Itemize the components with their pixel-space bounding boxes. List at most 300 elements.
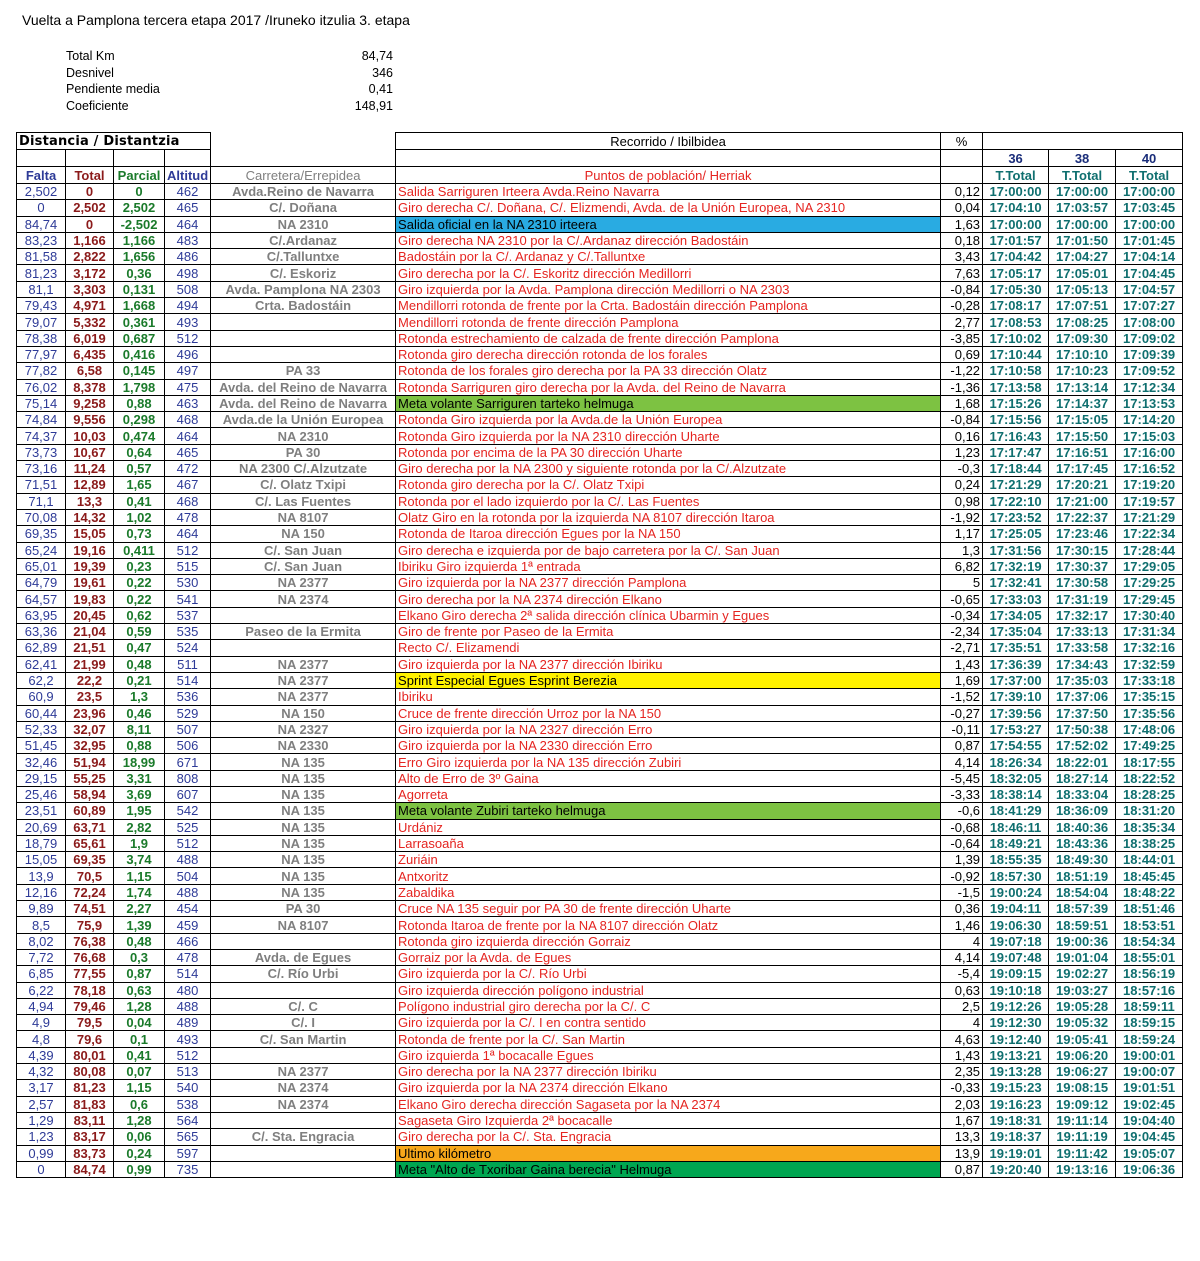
time-40-cell: 18:53:51 [1116, 917, 1183, 933]
road-cell: NA 150 [211, 705, 396, 721]
time-38-cell: 17:04:27 [1049, 249, 1116, 265]
time-38-cell: 19:03:27 [1049, 982, 1116, 998]
table-row [17, 1096, 1183, 1112]
time-38-cell: 19:06:27 [1049, 1064, 1116, 1080]
parcial-cell: 0,64 [114, 444, 165, 460]
parcial-cell: 0 [114, 184, 165, 200]
road-cell: C/. Olatz Txipi [211, 477, 396, 493]
pct-header: % [941, 133, 983, 150]
percent-cell: 13,3 [941, 1129, 983, 1145]
percent-cell: 1,68 [941, 395, 983, 411]
parcial-cell: 1,15 [114, 868, 165, 884]
parcial-cell: 0,21 [114, 672, 165, 688]
percent-cell: 1,63 [941, 216, 983, 232]
falta-cell: 62,2 [17, 672, 66, 688]
falta-cell: 81,1 [17, 281, 66, 297]
description-cell: Rotonda giro izquierda dirección Gorraiz [396, 933, 941, 949]
percent-cell: 4,14 [941, 949, 983, 965]
time-40-cell: 17:01:45 [1116, 232, 1183, 248]
description-cell: Urdániz [396, 819, 941, 835]
time-40-cell: 17:16:52 [1116, 461, 1183, 477]
time-38-cell: 17:07:51 [1049, 298, 1116, 314]
time-36-cell: 19:07:18 [983, 933, 1049, 949]
table-row [17, 412, 1183, 428]
col-total-header: Total [66, 167, 114, 184]
altitude-cell: 565 [165, 1129, 211, 1145]
altitude-cell: 513 [165, 1064, 211, 1080]
time-36-cell: 18:32:05 [983, 770, 1049, 786]
percent-cell: 2,03 [941, 1096, 983, 1112]
percent-cell: -2,34 [941, 624, 983, 640]
table-row [17, 754, 1183, 770]
falta-cell: 69,35 [17, 526, 66, 542]
time-36-cell: 19:10:18 [983, 982, 1049, 998]
time-36-cell: 17:22:10 [983, 493, 1049, 509]
parcial-cell: 1,9 [114, 835, 165, 851]
altitude-cell: 504 [165, 868, 211, 884]
parcial-cell: 1,28 [114, 998, 165, 1014]
total-cell: 5,332 [66, 314, 114, 330]
time-38-cell: 18:49:30 [1049, 852, 1116, 868]
description-cell: Cruce de frente dirección Urroz por la NA 150 [396, 705, 941, 721]
altitude-cell: 735 [165, 1161, 211, 1177]
time-40-cell: 18:57:16 [1116, 982, 1183, 998]
table-row [17, 509, 1183, 525]
altitude-cell: 464 [165, 428, 211, 444]
time-36-cell: 19:09:15 [983, 966, 1049, 982]
time-38-cell: 19:09:12 [1049, 1096, 1116, 1112]
table-row [17, 672, 1183, 688]
time-38-cell: 19:06:20 [1049, 1047, 1116, 1063]
table-row [17, 721, 1183, 737]
falta-cell: 63,95 [17, 607, 66, 623]
time-38-cell: 17:05:01 [1049, 265, 1116, 281]
falta-cell: 4,39 [17, 1047, 66, 1063]
parcial-cell: 3,74 [114, 852, 165, 868]
table-row [17, 444, 1183, 460]
parcial-cell: 0,22 [114, 575, 165, 591]
description-cell: Mendillorri rotonda de frente por la Crta. Badostáin dirección Pamplona [396, 298, 941, 314]
parcial-cell: 3,31 [114, 770, 165, 786]
time-38-cell: 17:30:15 [1049, 542, 1116, 558]
percent-cell: -0,11 [941, 721, 983, 737]
road-cell: C/. San Martin [211, 1031, 396, 1047]
table-row [17, 184, 1183, 200]
time-36-cell: 17:10:02 [983, 330, 1049, 346]
road-cell: NA 2374 [211, 1080, 396, 1096]
description-cell: Rotonda de los forales giro derecha por la PA 33 dirección Olatz [396, 363, 941, 379]
time-38-cell: 17:50:38 [1049, 721, 1116, 737]
falta-cell: 81,58 [17, 249, 66, 265]
altitude-cell: 542 [165, 803, 211, 819]
time-40-cell: 17:08:00 [1116, 314, 1183, 330]
speed-40-header: 40 [1116, 150, 1183, 167]
total-cell: 15,05 [66, 526, 114, 542]
falta-cell: 70,08 [17, 509, 66, 525]
road-cell: NA 135 [211, 803, 396, 819]
total-cell: 21,99 [66, 656, 114, 672]
time-38-cell: 17:15:05 [1049, 412, 1116, 428]
falta-cell: 0,99 [17, 1145, 66, 1161]
parcial-cell: 0,361 [114, 314, 165, 330]
altitude-cell: 514 [165, 672, 211, 688]
parcial-cell: 1,02 [114, 509, 165, 525]
time-38-cell: 17:37:50 [1049, 705, 1116, 721]
road-cell [211, 1112, 396, 1128]
table-row [17, 966, 1183, 982]
time-38-cell: 17:10:23 [1049, 363, 1116, 379]
total-cell: 3,172 [66, 265, 114, 281]
time-40-cell: 18:56:19 [1116, 966, 1183, 982]
falta-cell: 84,74 [17, 216, 66, 232]
falta-cell: 4,9 [17, 1015, 66, 1031]
altitude-cell: 808 [165, 770, 211, 786]
parcial-cell: 0,6 [114, 1096, 165, 1112]
time-38-cell: 17:35:03 [1049, 672, 1116, 688]
table-row [17, 493, 1183, 509]
table-row [17, 1161, 1183, 1177]
parcial-cell: 0,46 [114, 705, 165, 721]
altitude-cell: 506 [165, 738, 211, 754]
falta-cell: 81,23 [17, 265, 66, 281]
parcial-cell: 0,298 [114, 412, 165, 428]
altitude-cell: 488 [165, 998, 211, 1014]
road-cell: NA 2377 [211, 575, 396, 591]
road-cell [211, 640, 396, 656]
time-40-cell: 18:54:34 [1116, 933, 1183, 949]
route-table [16, 132, 1183, 1178]
description-cell: Rotonda Giro izquierda por la NA 2310 dirección Uharte [396, 428, 941, 444]
parcial-cell: 3,69 [114, 786, 165, 802]
time-40-cell: 17:07:27 [1116, 298, 1183, 314]
parcial-cell: 2,502 [114, 200, 165, 216]
parcial-cell: 0,687 [114, 330, 165, 346]
time-36-cell: 17:05:30 [983, 281, 1049, 297]
table-row [17, 917, 1183, 933]
road-cell: C/. Río Urbi [211, 966, 396, 982]
falta-cell: 60,44 [17, 705, 66, 721]
time-38-cell: 17:10:10 [1049, 346, 1116, 362]
table-row [17, 640, 1183, 656]
percent-cell: 4 [941, 933, 983, 949]
stat-value: 84,74 [361, 49, 393, 63]
road-cell: NA 135 [211, 884, 396, 900]
time-40-cell: 17:14:20 [1116, 412, 1183, 428]
road-cell: NA 2377 [211, 1064, 396, 1080]
parcial-cell: 1,668 [114, 298, 165, 314]
time-40-cell: 18:59:15 [1116, 1015, 1183, 1031]
parcial-cell: 18,99 [114, 754, 165, 770]
time-36-cell: 19:07:48 [983, 949, 1049, 965]
time-36-cell: 17:00:00 [983, 184, 1049, 200]
road-cell: NA 2374 [211, 1096, 396, 1112]
altitude-cell: 496 [165, 346, 211, 362]
time-38-cell: 19:05:28 [1049, 998, 1116, 1014]
altitude-cell: 538 [165, 1096, 211, 1112]
table-row [17, 363, 1183, 379]
percent-cell: -0,34 [941, 607, 983, 623]
altitude-cell: 488 [165, 852, 211, 868]
percent-cell: 0,87 [941, 1161, 983, 1177]
time-36-cell: 18:55:35 [983, 852, 1049, 868]
time-40-cell: 17:29:45 [1116, 591, 1183, 607]
falta-cell: 51,45 [17, 738, 66, 754]
total-cell: 80,08 [66, 1064, 114, 1080]
parcial-cell: 0,88 [114, 738, 165, 754]
parcial-cell: 0,41 [114, 493, 165, 509]
table-row [17, 575, 1183, 591]
col-ttotal-36-header: T.Total [983, 167, 1049, 184]
parcial-cell: 0,62 [114, 607, 165, 623]
description-cell: Agorreta [396, 786, 941, 802]
falta-cell: 9,89 [17, 901, 66, 917]
time-38-cell: 19:00:36 [1049, 933, 1116, 949]
parcial-cell: 0,23 [114, 558, 165, 574]
altitude-cell: 512 [165, 330, 211, 346]
road-cell: NA 150 [211, 526, 396, 542]
stat-desnivel [66, 65, 393, 82]
parcial-cell: 1,15 [114, 1080, 165, 1096]
total-cell: 2,822 [66, 249, 114, 265]
total-cell: 51,94 [66, 754, 114, 770]
description-cell: Giro izquierda por la NA 2377 dirección Pamplona [396, 575, 941, 591]
parcial-cell: 0,99 [114, 1161, 165, 1177]
time-38-cell: 18:57:39 [1049, 901, 1116, 917]
road-cell: C/.Ardanaz [211, 232, 396, 248]
road-cell [211, 346, 396, 362]
time-36-cell: 17:01:57 [983, 232, 1049, 248]
falta-cell: 71,1 [17, 493, 66, 509]
falta-cell: 29,15 [17, 770, 66, 786]
parcial-cell: 0,48 [114, 656, 165, 672]
stat-label: Total Km [66, 49, 115, 63]
parcial-cell: 0,131 [114, 281, 165, 297]
table-row [17, 216, 1183, 232]
time-38-cell: 17:32:17 [1049, 607, 1116, 623]
description-cell: Cruce NA 135 seguir por PA 30 de frente dirección Uharte [396, 901, 941, 917]
time-40-cell: 17:00:00 [1116, 216, 1183, 232]
table-row [17, 249, 1183, 265]
table-row [17, 998, 1183, 1014]
total-cell: 65,61 [66, 835, 114, 851]
time-38-cell: 18:51:19 [1049, 868, 1116, 884]
col-road-header: Carretera/Errepidea [211, 167, 396, 184]
parcial-cell: 1,74 [114, 884, 165, 900]
parcial-cell: 0,73 [114, 526, 165, 542]
description-cell: Recto C/. Elizamendi [396, 640, 941, 656]
percent-cell: 0,24 [941, 477, 983, 493]
description-cell: Larrasoaña [396, 835, 941, 851]
total-cell: 10,03 [66, 428, 114, 444]
time-40-cell: 18:59:24 [1116, 1031, 1183, 1047]
time-40-cell: 17:19:57 [1116, 493, 1183, 509]
description-cell: Elkano Giro derecha 2ª salida dirección clínica Ubarmin y Egues [396, 607, 941, 623]
falta-cell: 62,89 [17, 640, 66, 656]
table-row [17, 330, 1183, 346]
percent-cell: 0,98 [941, 493, 983, 509]
falta-cell: 83,23 [17, 232, 66, 248]
time-38-cell: 17:37:06 [1049, 689, 1116, 705]
time-36-cell: 18:38:14 [983, 786, 1049, 802]
road-cell: Avda.Reino de Navarra [211, 184, 396, 200]
table-row [17, 819, 1183, 835]
table-row [17, 852, 1183, 868]
falta-cell: 64,79 [17, 575, 66, 591]
time-40-cell: 17:13:53 [1116, 395, 1183, 411]
col-ttotal-38-header: T.Total [1049, 167, 1116, 184]
falta-cell: 76,02 [17, 379, 66, 395]
time-40-cell: 17:32:59 [1116, 656, 1183, 672]
time-38-cell: 17:21:00 [1049, 493, 1116, 509]
total-cell: 3,303 [66, 281, 114, 297]
table-row [17, 1145, 1183, 1161]
description-cell: Gorraiz por la Avda. de Egues [396, 949, 941, 965]
parcial-cell: 0,57 [114, 461, 165, 477]
road-cell: PA 33 [211, 363, 396, 379]
col-parcial-header: Parcial [114, 167, 165, 184]
time-38-cell: 17:30:58 [1049, 575, 1116, 591]
col-altitud-header: Altitud [165, 167, 211, 184]
road-cell [211, 1145, 396, 1161]
altitude-cell: 465 [165, 444, 211, 460]
parcial-cell: 1,95 [114, 803, 165, 819]
road-cell: PA 30 [211, 444, 396, 460]
falta-cell: 0 [17, 200, 66, 216]
stat-label: Desnivel [66, 65, 114, 80]
parcial-cell: 0,63 [114, 982, 165, 998]
total-cell: 83,17 [66, 1129, 114, 1145]
time-36-cell: 17:31:56 [983, 542, 1049, 558]
time-36-cell: 17:34:05 [983, 607, 1049, 623]
percent-cell: 0,69 [941, 346, 983, 362]
description-cell: Zuriáin [396, 852, 941, 868]
table-row [17, 803, 1183, 819]
description-cell: Giro derecha por la NA 2300 y siguiente rotonda por la C/.Alzutzate [396, 461, 941, 477]
table-row [17, 477, 1183, 493]
time-38-cell: 17:13:14 [1049, 379, 1116, 395]
time-40-cell: 17:33:18 [1116, 672, 1183, 688]
percent-cell: 0,87 [941, 738, 983, 754]
altitude-cell: 507 [165, 721, 211, 737]
percent-cell: 4,63 [941, 1031, 983, 1047]
road-cell [211, 1161, 396, 1177]
percent-cell: -0,28 [941, 298, 983, 314]
time-40-cell: 17:29:05 [1116, 558, 1183, 574]
road-cell: NA 135 [211, 852, 396, 868]
total-cell: 60,89 [66, 803, 114, 819]
altitude-cell: 512 [165, 542, 211, 558]
description-cell: Meta "Alto de Txoribar Gaina berecia" Helmuga [396, 1161, 941, 1177]
distance-group-header: Distancia / Distantzia [17, 133, 211, 150]
time-40-cell: 18:35:34 [1116, 819, 1183, 835]
falta-cell: 60,9 [17, 689, 66, 705]
route-group-header: Recorrido / Ibilbidea [396, 133, 941, 150]
parcial-cell: 0,04 [114, 1015, 165, 1031]
altitude-cell: 597 [165, 1145, 211, 1161]
description-cell: Giro de frente por Paseo de la Ermita [396, 624, 941, 640]
parcial-cell: 0,87 [114, 966, 165, 982]
altitude-cell: 529 [165, 705, 211, 721]
road-cell [211, 933, 396, 949]
total-cell: 75,9 [66, 917, 114, 933]
stat-label: Pendiente media [66, 82, 160, 96]
total-cell: 63,71 [66, 819, 114, 835]
parcial-cell: -2,502 [114, 216, 165, 232]
falta-cell: 77,82 [17, 363, 66, 379]
percent-cell: -1,36 [941, 379, 983, 395]
altitude-cell: 478 [165, 949, 211, 965]
total-cell: 19,39 [66, 558, 114, 574]
percent-cell: 6,82 [941, 558, 983, 574]
falta-cell: 12,16 [17, 884, 66, 900]
time-40-cell: 19:04:40 [1116, 1112, 1183, 1128]
time-36-cell: 17:08:53 [983, 314, 1049, 330]
table-row [17, 379, 1183, 395]
altitude-cell: 468 [165, 412, 211, 428]
description-cell: Polígono industrial giro derecha por la C/. C [396, 998, 941, 1014]
time-40-cell: 19:06:36 [1116, 1161, 1183, 1177]
parcial-cell: 0,06 [114, 1129, 165, 1145]
total-cell: 19,16 [66, 542, 114, 558]
parcial-cell: 0,07 [114, 1064, 165, 1080]
road-cell: C/.Talluntxe [211, 249, 396, 265]
falta-cell: 62,41 [17, 656, 66, 672]
altitude-cell: 454 [165, 901, 211, 917]
percent-cell: 1,17 [941, 526, 983, 542]
altitude-cell: 464 [165, 216, 211, 232]
parcial-cell: 1,65 [114, 477, 165, 493]
total-cell: 13,3 [66, 493, 114, 509]
time-36-cell: 19:13:28 [983, 1064, 1049, 1080]
road-cell: C/. Sta. Engracia [211, 1129, 396, 1145]
description-cell: Rotonda Giro izquierda por la Avda.de la Unión Europea [396, 412, 941, 428]
stats-block [66, 48, 393, 114]
total-cell: 32,07 [66, 721, 114, 737]
time-36-cell: 17:23:52 [983, 509, 1049, 525]
percent-cell: -0,68 [941, 819, 983, 835]
table-row [17, 656, 1183, 672]
percent-cell: -1,52 [941, 689, 983, 705]
falta-cell: 20,69 [17, 819, 66, 835]
total-cell: 2,502 [66, 200, 114, 216]
parcial-cell: 0,474 [114, 428, 165, 444]
table-row [17, 624, 1183, 640]
road-cell: NA 2300 C/.Alzutzate [211, 461, 396, 477]
time-36-cell: 19:18:31 [983, 1112, 1049, 1128]
time-36-cell: 17:17:47 [983, 444, 1049, 460]
time-36-cell: 19:00:24 [983, 884, 1049, 900]
percent-cell: 1,43 [941, 656, 983, 672]
percent-cell: 3,43 [941, 249, 983, 265]
time-38-cell: 19:08:15 [1049, 1080, 1116, 1096]
time-40-cell: 17:04:45 [1116, 265, 1183, 281]
total-cell: 6,58 [66, 363, 114, 379]
road-cell [211, 1047, 396, 1063]
total-cell: 10,67 [66, 444, 114, 460]
time-36-cell: 17:53:27 [983, 721, 1049, 737]
road-cell [211, 607, 396, 623]
falta-cell: 1,29 [17, 1112, 66, 1128]
parcial-cell: 0,24 [114, 1145, 165, 1161]
time-40-cell: 18:31:20 [1116, 803, 1183, 819]
time-38-cell: 18:54:04 [1049, 884, 1116, 900]
col-ttotal-40-header: T.Total [1116, 167, 1183, 184]
description-cell: Giro izquierda por la C/. Río Urbi [396, 966, 941, 982]
total-cell: 20,45 [66, 607, 114, 623]
altitude-cell: 671 [165, 754, 211, 770]
description-cell: Alto de Erro de 3º Gaina [396, 770, 941, 786]
time-40-cell: 19:04:45 [1116, 1129, 1183, 1145]
